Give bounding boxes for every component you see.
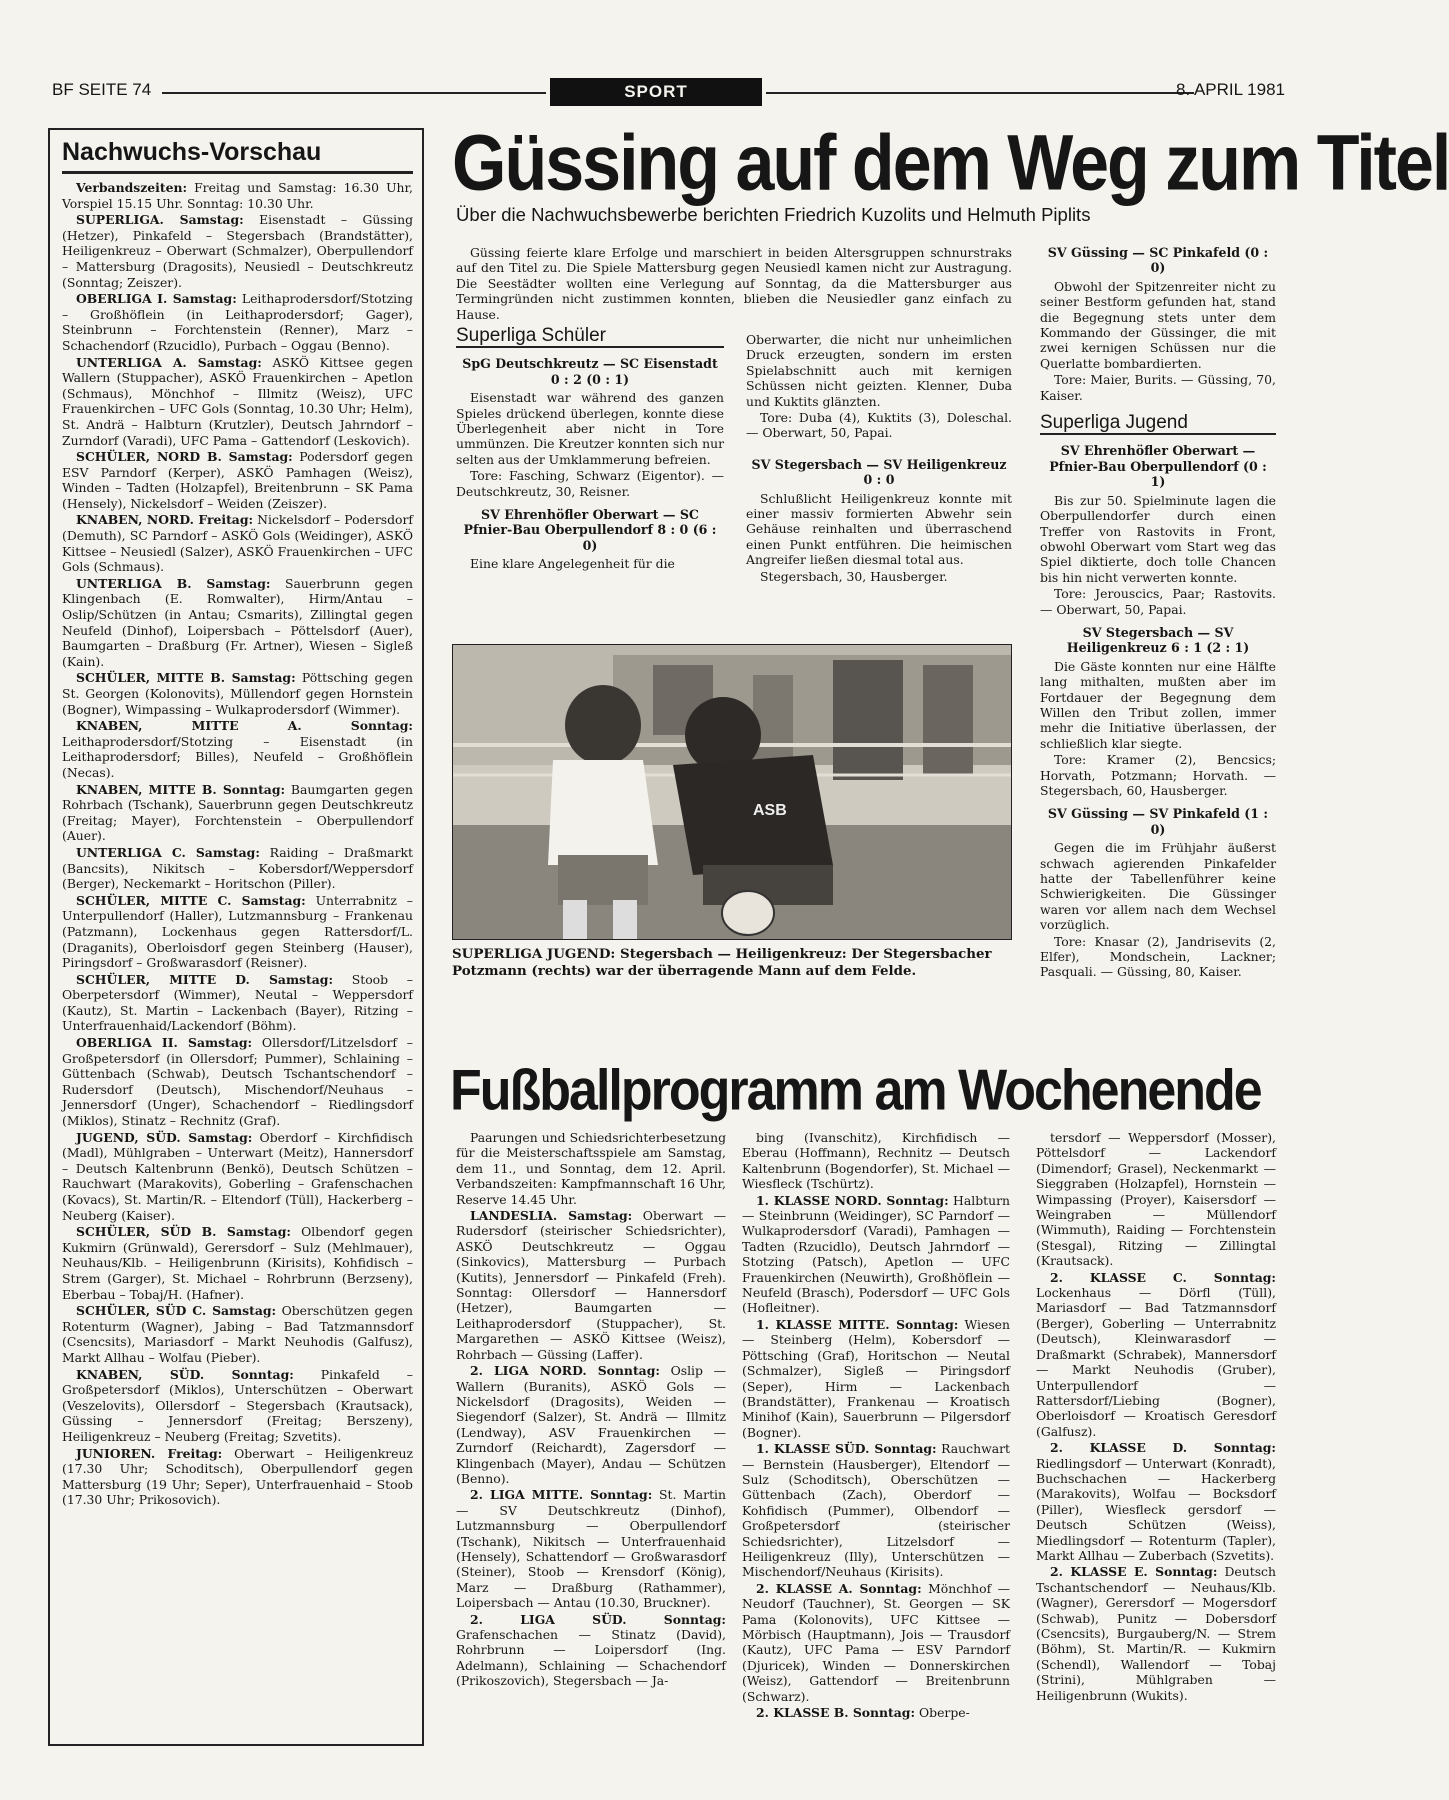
headline-fussballprogramm: Fußballprogramm am Wochenende (450, 1059, 1261, 1123)
paragraph-text: Riedlingsdorf — Unterwart (Konradt), Buchschachen — Hackerberg (Marakovits), Wolfau — Bocksdorf (Piller), Wiesfleck gersdorf — Deutsch Schützen (Weiss), Miedlingsdorf — Rotenturm (Tapler), Markt Allhau — Zuberbach (Szvetits). (1036, 1455, 1276, 1563)
paragraph-text: Oslip — Wallern (Buranits), ASKÖ Gols — Nickelsdorf (Dragosits), Weiden — Siegendorf (Salzer), St. Andrä — Illmitz (Lendway), ASV Frauenkirchen — Zurndorf (Reichardt), Zagersdorf — Klingenbach (Mayer), Andau — Schützen (Benno). (456, 1363, 726, 1486)
page-number: BF SEITE 74 (52, 80, 152, 99)
section-superliga-schueler: Superliga Schüler (456, 328, 724, 348)
paragraph-text: Eisenstadt – Güssing (Hetzer), Pinkafeld – Stegersbach (Brandstätter), Heiligenkreuz – Oberwart (Schmalzer), Oberpullendorf – Mattersburg (Dragosits), Neusiedl – Deutschkreutz (Sonntag; Zeiszer). (62, 212, 413, 290)
paragraph-lead: JUNIOREN. Freitag: (76, 1445, 223, 1461)
paragraph (742, 1130, 1010, 1192)
paragraph-lead: KNABEN, MITTE A. Sonntag: (76, 718, 413, 734)
paragraph-lead: 1. KLASSE SÜD. Sonntag: (756, 1441, 937, 1457)
paragraph-lead: 2. KLASSE C. Sonntag: (1050, 1269, 1276, 1285)
article2-col1 (456, 1130, 726, 1690)
match-report: Eine klare Angelegenheit für die (470, 556, 675, 572)
paragraph-text: Oberwart – Heiligenkreuz (17.30 Uhr; Schoditsch), Oberpullendorf gegen Mattersburg (19 Uhr; Seper), Unterfrauenhaid – Stoob (17.30 Uhr; Prikosovich). (62, 1445, 414, 1508)
masthead (52, 78, 1285, 106)
match-scorers: Tore: Knasar (2), Jandrisevits (2, Elfer), Mondschein, Lackner; Pasquali. — Güssing, 80, Kaiser. (1040, 933, 1276, 980)
paragraph-text: Oberschützen gegen Rotenturm (Wagner), Jabing – Bad Tatzmannsdorf (Csencsits), Mariasdorf – Markt Neuhodis (Galfusz), Markt Allhau – Wolfau (Pieber). (62, 1303, 413, 1365)
paragraph-lead: SUPERLIGA. Samstag: (76, 212, 244, 228)
paragraph (456, 1487, 726, 1610)
match-heading: SV Ehrenhöfler Oberwart — Pfnier-Bau Oberpullendorf (0 : 1) (1049, 443, 1267, 490)
football-players-photo (453, 645, 1011, 939)
paragraph (62, 1224, 413, 1302)
paragraph-lead: 2. KLASSE E. Sonntag: (1050, 1564, 1218, 1580)
paragraph (62, 1130, 413, 1224)
paragraph-text: Stoob – Oberpetersdorf (Wimmer), Neutal – Weppersdorf (Kautz), St. Martin – Lackenbach (Bayer), Ritzing – Unterfrauenhaid/Lackendorf (Böhm). (62, 971, 413, 1034)
paragraph (62, 1367, 413, 1445)
paragraph-lead: KNABEN, SÜD. Sonntag: (76, 1366, 294, 1382)
paragraph (1036, 1270, 1276, 1439)
paragraph-text: Raiding – Draßmarkt (Bancsits), Nikitsch – Kobersdorf/Weppersdorf (Berger), Neckemarkt – Horitschon (Piller). (62, 844, 413, 892)
paragraph (742, 1317, 1010, 1440)
paragraph (62, 576, 413, 670)
paragraph-lead: 2. KLASSE D. Sonntag: (1050, 1440, 1276, 1456)
paragraph-lead: Verbandszeiten: (76, 180, 188, 195)
paragraph (62, 355, 413, 449)
match-report: Bis zur 50. Spielminute lagen die Oberpullendorfer durch einen Treffer von Rastovits in Front, obwohl Oberwart vom Start weg das Spiel diktierte, doch tolle Chancen bis hin nicht verwerten konnte. (1040, 492, 1276, 585)
headline-guessing: Güssing auf dem Weg zum Titel (452, 119, 1449, 207)
paragraph-lead: KNABEN, NORD. Freitag: (76, 512, 254, 528)
masthead-rule-right (766, 92, 1194, 94)
paragraph-text: Ollersdorf/Litzelsdorf – Großpetersdorf (in Ollersdorf; Pummer), Schlaining – Güttenbach (Schwab), Deutsch Tschantschendorf – Rudersdorf (Deutsch), Mischendorf/Neuhaus – Jennersdorf (Unger), Schachendorf – Riedlingsdorf (Miklos), Stinatz – Rechnitz (Graf). (62, 1035, 413, 1129)
paragraph-lead: SCHÜLER, MITTE B. Samstag: (76, 670, 296, 686)
paragraph (62, 893, 413, 971)
article1-col2 (746, 332, 1012, 585)
box-title: Nachwuchs-Vorschau (62, 138, 413, 174)
match-heading: SV Stegersbach — SV Heiligenkreuz 0 : 0 (751, 456, 1007, 488)
paragraph (62, 782, 413, 844)
article1-intro (456, 245, 1012, 323)
section-label: SPORT (550, 78, 762, 106)
paragraph-lead: 1. KLASSE MITTE. Sonntag: (756, 1316, 959, 1332)
paragraph-text: Paarungen und Schiedsrichterbesetzung für die Meisterschaftsspiele am Samstag, dem 11., und Sonntag, dem 12. April. Verbandszeiten: Kampfmannschaft 16 Uhr, Reserve 14.45 Uhr. (456, 1130, 726, 1207)
paragraph-text: Podersdorf gegen ESV Parndorf (Kerper), ASKÖ Pamhagen (Weisz), Winden – Tadten (Holzapfel), Breitenbrunn – SK Pama (Hensely), Nickelsdorf – Weiden (Zeiszer). (62, 449, 413, 511)
paragraph-text: Leithaprodersdorf/Stotzing – Eisenstadt (in Leithaprodersdorf; Billes), Neufeld – Großhöflein (Necas). (62, 733, 413, 780)
paragraph (62, 1035, 413, 1129)
match-report: Die Gäste konnten nur eine Hälfte lang mithalten, mußten aber im Fortdauer der Begegnung dem Willen den Tribut zollen, immer mehr die Initiative überlassen, der schließlich klar siegte. (1040, 658, 1276, 751)
box-body (62, 180, 413, 1508)
match-scorers: Tore: Fasching, Schwarz (Eigentor). — Deutschkreutz, 30, Reisner. (456, 468, 724, 499)
paragraph-text: Pinkafeld – Großpetersdorf (Miklos), Unterschützen – Oberwart (Veszelovits), Ollersdorf – Stegersbach (Krautsack), Güssing – Jennersdorf (Freitag; Berszeny), Heiligenkreuz – Neuberg (Freitag; Szvetits). (62, 1366, 413, 1444)
issue-date: 8. APRIL 1981 (1175, 80, 1285, 99)
paragraph-lead: JUGEND, SÜD. Samstag: (76, 1129, 253, 1145)
paragraph-text: bing (Ivanschitz), Kirchfidisch — Eberau (Hoffmann), Rechnitz — Deutsch Kaltenbrunn (Bogendorfer), St. Michael — Wiesfleck (Tschürtz). (742, 1130, 1010, 1192)
paragraph-text: Lockenhaus — Dörfl (Tüll), Mariasdorf — Bad Tatzmannsdorf (Berger), Goberling — Unterrabnitz (Deutsch), Kleinwarasdorf — Draßmarkt (Schrabek), Mannersdorf — Markt Neuhodis (Gruber), Unterpullendorf — Rattersdorf/Liebing (Bogner), Oberloisdorf — Kroatisch Geresdorf (Galfusz). (1036, 1285, 1276, 1439)
match-report: Obwohl der Spitzenreiter nicht zu seiner Bestform gefunden hat, stand die Begegnung stets unter dem Kommando der Güssinger, die mit zwei kernigen Schüssen nur die Querlatte bombardierten. (1040, 278, 1276, 371)
paragraph (62, 972, 413, 1034)
section-superliga-jugend: Superliga Jugend (1040, 415, 1276, 435)
paragraph-lead: LANDESLIA. Samstag: (470, 1208, 633, 1224)
match-scorers: Tore: Maier, Burits. — Güssing, 70, Kaiser. (1040, 372, 1276, 403)
paragraph (1036, 1440, 1276, 1563)
paragraph-text: Deutsch Tschantschendorf — Neuhaus/Klb. (Wagner), Gerersdorf — Mogersdorf (Schwab), Punitz — Dobersdorf (Csencsits), Burgauberg/N. — Strem (Böhm), St. Martin/R. — Kukmirn (Schendl), Wallendorf — Tobaj (Strini), Mühlgraben — Heiligenbrunn (Wukits). (1036, 1564, 1276, 1703)
nachwuchs-vorschau-box (48, 128, 424, 1746)
paragraph-text: Pöttsching gegen St. Georgen (Kolonovits), Müllendorf gegen Hornstein (Bogner), Wimpassing – Wulkaprodersdorf (Wimmer). (62, 670, 413, 717)
paragraph-text: ASKÖ Kittsee gegen Wallern (Stuppacher), ASKÖ Frauenkirchen – Apetlon (Schmaus), Mönchhof – Illmitz (Weisz), UFC Frauenkirchen – UFC Gols (Sonntag, 10.30 Uhr; Helm), St. Andrä – Halbturn (Krutzler), Deutsch Jahrndorf – Zurndorf (Varadi), UFC Pama – Gattendorf (Leskovich). (62, 354, 414, 448)
paragraph-text: Oberdorf – Kirchfidisch (Madl), Mühlgraben – Unterwart (Meitz), Hannersdorf – Deutsch Kaltenbrunn (Benkö), Deutsch Schützen – Rauchwart (Marakovits), Goberling – Grafenschachen (Kovacs), St. Martin/R. – Eltendorf (Tüll), Hackerberg – Neuberg (Kaiser). (62, 1129, 413, 1223)
paragraph-lead: OBERLIGA I. Samstag: (76, 291, 237, 307)
photo-caption: SUPERLIGA JUGEND: Stegersbach — Heiligenkreuz: Der Stegersbacher Potzmann (rechts) war der überragende Mann auf dem Felde. (452, 946, 992, 979)
paragraph (62, 1303, 413, 1365)
paragraph (62, 1446, 413, 1508)
paragraph-lead: UNTERLIGA C. Samstag: (76, 844, 260, 860)
paragraph (456, 1130, 726, 1207)
paragraph-text: Oberwart — Rudersdorf (steirischer Schiedsrichter), ASKÖ Deutschkreutz — Oggau (Sinkovics), Mattersburg — Purbach (Kutits), Jennersdorf — Pinkafeld (Freh). Sonntag: Ollersdorf — Hannersdorf (Hetzer), Baumgarten — Leithaprodersdorf (Stuppacher), St. Margarethen — ASKÖ Kittsee (Weisz), Rohrbach — Güssing (Laffer). (456, 1208, 727, 1362)
masthead-rule-left (162, 92, 546, 94)
paragraph-text: Freitag und Samstag: 16.30 Uhr, Vorspiel 15.15 Uhr. Sonntag: 10.30 Uhr. (62, 180, 413, 211)
paragraph-lead: SCHÜLER, SÜD B. Samstag: (76, 1224, 291, 1240)
article1-col1 (456, 322, 724, 573)
paragraph (62, 845, 413, 892)
paragraph-lead: UNTERLIGA B. Samstag: (76, 575, 271, 591)
match-heading: SpG Deutschkreutz — SC Eisenstadt 0 : 2 (0 : 1) (462, 356, 718, 387)
paragraph-text: tersdorf — Weppersdorf (Mosser), Pöttelsdorf — Lackendorf (Dimendorf; Grasel), Neckenmarkt — Sieggraben (Holzapfel), Hornstein — Wimpassing (Proyer), Kaisersdorf — Weingraben — Müllendorf (Wimmuth), Raiding — Forchtenstein (Stesgal), Ritzing — Zillingtal (Krautsack). (1036, 1130, 1276, 1269)
paragraph-text: Baumgarten gegen Rohrbach (Tschank), Sauerbrunn gegen Deutschkreutz (Freitag; Mayer), Forchtenstein – Oberpullendorf (Auer). (62, 781, 413, 844)
match-report: Eisenstadt war während des ganzen Spieles drückend überlegen, konnte diese Überlegenheit aber nicht in Tore ummünzen. Die Kreutzer konnten sich nur selten aus der Umklammerung befreien. (456, 390, 724, 467)
paragraph (62, 449, 413, 511)
paragraph-lead: 2. LIGA SÜD. Sonntag: (470, 1611, 726, 1627)
paragraph-text: Wiesen — Steinberg (Helm), Kobersdorf — Pöttsching (Graf), Horitschon — Neutal (Schmalzer), Sigleß — Piringsdorf (Seper), Hirm — Lackenbach (Brandstätter), Frankenau — Kroatisch Minihof (Kain), Sauerbrunn — Pilgersdorf (Bogner). (742, 1316, 1010, 1440)
match-heading: SV Ehrenhöfler Oberwart — SC Pfnier-Bau Oberpullendorf 8 : 0 (6 : 0) (463, 507, 717, 553)
paragraph-text: Nickelsdorf – Podersdorf (Demuth), SC Parndorf – ASKÖ Gols (Weidinger), ASKÖ Kittsee – Neusiedl (Salzer), ASKÖ Frauenkirchen – UFC Gols (Schmaus). (62, 512, 414, 575)
paragraph-text: Sauerbrunn gegen Klingenbach (E. Romwalter), Hirm/Antau – Oslip/Schützen (in Antau; Csmarits), Zillingtal gegen Neufeld (Dinhof), Loipersbach – Pöttelsdorf (Auer), Baumgarten – Draßburg (Fr. Artner), Wiesen – Sigleß (Kain). (62, 575, 413, 669)
paragraph (456, 1363, 726, 1486)
paragraph (742, 1441, 1010, 1580)
paragraph-lead: 2. KLASSE B. Sonntag: (756, 1705, 916, 1721)
paragraph-text: Oberpe- (915, 1705, 970, 1721)
paragraph (62, 212, 413, 290)
paragraph-lead: 1. KLASSE NORD. Sonntag: (756, 1192, 949, 1208)
match-scorers: Tore: Jerouscics, Paar; Rastovits. — Oberwart, 50, Papai. (1040, 586, 1276, 617)
paragraph-text: Halbturn — Steinbrunn (Weidinger), SC Parndorf — Wulkaprodersdorf (Varadi), Pamhagen — Tadten (Rzucidlo), Deutsch Jahrndorf — Stotzing (Patsch), Apetlon — UFC Frauenkirchen (Neuwirth), Großhöflein — Neufeld (Brasch), Podersdorf — UFC Gols (Hofleitner). (742, 1192, 1010, 1316)
paragraph-lead: SCHÜLER, MITTE D. Samstag: (76, 971, 334, 987)
paragraph (742, 1705, 1010, 1720)
paragraph-lead: SCHÜLER, MITTE C. Samstag: (76, 892, 306, 908)
paragraph (1036, 1564, 1276, 1703)
paragraph-lead: 2. KLASSE A. Sonntag: (756, 1580, 922, 1596)
paragraph (742, 1581, 1010, 1704)
match-scorers: Tore: Duba (4), Kuktits (3), Doleschal. — Oberwart, 50, Papai. (746, 410, 1012, 441)
paragraph-lead: KNABEN, MITTE B. Sonntag: (76, 781, 286, 797)
paragraph-text: Rauchwart — Bernstein (Hausberger), Eltendorf — Sulz (Schoditsch), Oberschützen — Güttenbach (Zach), Oberdorf — Kohfidisch (Pummer), Olbendorf — Großpetersdorf (steirischer Schiedsrichter), Litzelsdorf — Heiligenkreuz (Illy), Unterschützen — Mischendorf/Neuhaus (Kirisits). (742, 1441, 1010, 1580)
subheadline: Über die Nachwuchsbewerbe berichten Friedrich Kuzolits und Helmuth Piplits (456, 204, 1091, 225)
paragraph (62, 670, 413, 717)
paragraph (1036, 1130, 1276, 1269)
match-heading: SV Güssing — SC Pinkafeld (0 : 0) (1047, 245, 1269, 276)
paragraph-lead: 2. LIGA NORD. Sonntag: (470, 1363, 660, 1379)
paragraph-text: Leithaprodersdorf/Stotzing – Großhöflein (in Leithaprodersdorf; Gager), Steinbrunn – Forchtenstein (Renner), Marz – Schachendorf (Rzucidlo), Purbach – Oggau (Benno). (62, 291, 413, 353)
match-report: Schlußlicht Heiligenkreuz konnte mit einer massiv formierten Abwehr sein Gehäuse reinhalten und überraschend einen Punkt entführen. Die heimischen Angreifer ließen diesmal total aus. (746, 490, 1012, 568)
paragraph-lead: OBERLIGA II. Samstag: (76, 1035, 253, 1051)
paragraph-text: Mönchhof — Neudorf (Tauchner), St. Georgen — SK Pama (Kolonovits), UFC Kittsee — Mörbisch (Hauptmann), Jois — Trausdorf (Kautz), UFC Pama — ESV Parndorf (Djuricek), Winden — Donnerskirchen (Weisz), Gattendorf — Breitenbrunn (Schwarz). (742, 1580, 1010, 1704)
paragraph-text: Unterrabnitz – Unterpullendorf (Haller), Lutzmannsburg – Frankenau (Patzmann), Lockenhaus gegen Rattersdorf/L. (Draganits), Oberloisdorf gegen Steinberg (Hauser), Piringsdorf – Großwarasdorf (Reisner). (62, 892, 413, 971)
article2-col3 (1036, 1130, 1276, 1704)
article2-col2 (742, 1130, 1010, 1721)
paragraph-text: St. Martin — SV Deutschkreutz (Dinhof), Lutzmannsburg — Oberpullendorf (Tschank), Nikitsch — Unterfrauenhaid (Hensely), Schattendorf — Großwarasdorf (Steiner), Stoob — Krensdorf (König), Marz — Draßburg (Rathammer), Loipersbach — Antau (10.30, Bruckner). (456, 1487, 727, 1611)
paragraph (62, 512, 413, 574)
paragraph-lead: SCHÜLER, SÜD C. Samstag: (76, 1303, 277, 1319)
match-photo (452, 644, 1012, 940)
paragraph (62, 718, 413, 780)
match-report: Gegen die im Frühjahr äußerst schwach agierenden Pinkafelder hatte der Tabellenführer keine Schwierigkeiten. Die Güssinger waren vor allem nach dem Wechsel vorzüglich. (1040, 840, 1276, 933)
paragraph (62, 180, 413, 211)
match-heading: SV Stegersbach — SV Heiligenkreuz 6 : 1 (2 : 1) (1066, 624, 1250, 656)
match-scorers: Stegersbach, 30, Hausberger. (760, 568, 948, 584)
paragraph (456, 1612, 726, 1689)
article1-col3 (1040, 245, 1276, 981)
paragraph (742, 1193, 1010, 1316)
match-scorers: Tore: Kramer (2), Bencsics; Horvath, Potzmann; Horvath. — Stegersbach, 60, Hausberger. (1040, 752, 1276, 798)
paragraph-lead: 2. LIGA MITTE. Sonntag: (470, 1487, 653, 1503)
match-report: Oberwarter, die nicht nur unheimlichen Druck erzeugten, sondern im ersten Spielabschnitt auch mit kernigen Schüssen nicht geizten. Klenner, Duba und Kuktits glänzten. (746, 332, 1012, 409)
paragraph-text: Grafenschachen — Stinatz (David), Rohrbrunn — Loipersdorf (Ing. Adelmann), Schlaining — Schachendorf (Prikoszovich), Stegersbach — Ja- (456, 1627, 726, 1689)
paragraph (62, 291, 413, 353)
svg-text:ASB: ASB (753, 802, 787, 819)
paragraph-lead: UNTERLIGA A. Samstag: (76, 354, 262, 370)
paragraph (456, 1208, 726, 1362)
match-heading: SV Güssing — SV Pinkafeld (1 : 0) (1047, 806, 1269, 837)
paragraph-lead: SCHÜLER, NORD B. Samstag: (76, 449, 293, 465)
intro-text: Güssing feierte klare Erfolge und marschiert in beiden Altersgruppen schnurstraks auf den Titel zu. Die Spiele Mattersburg gegen Neusiedl kamen nicht zur Austragung. Die Seestädter wollten eine Verlegung auf Sonntag, da die Mattersburger aus Termingründen nicht zustimmen konnten, blieben die Neusiedler ganz einfach zu Hause. (456, 245, 1012, 322)
paragraph-text: Olbendorf gegen Kukmirn (Grünwald), Gerersdorf – Sulz (Mehlmauer), Neuhaus/Klb. – Heiligenbrunn (Kirisits), Kohfidisch – Strem (Garger), St. Michael – Rohrbrunn (Berzseny), Eberbau – Tobaj/H. (Hafner). (62, 1224, 413, 1302)
